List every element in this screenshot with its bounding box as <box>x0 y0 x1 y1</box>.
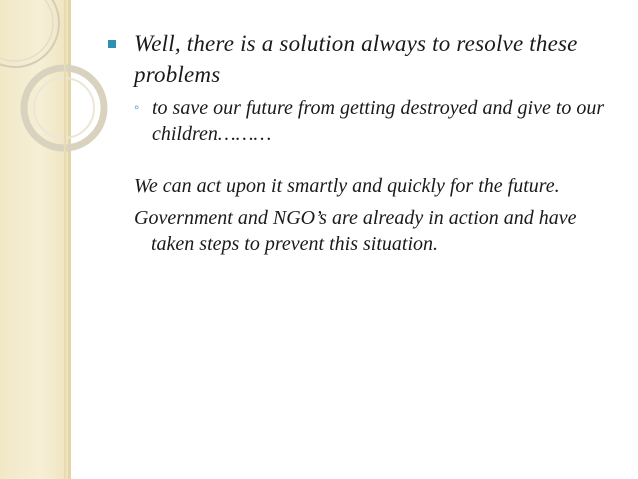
sub-bullet-text: to save our future from getting destroyed and give to our children……… <box>152 97 605 145</box>
paragraph-act: We can act upon it smartly and quickly for the future. <box>134 175 560 197</box>
main-bullet <box>104 28 614 90</box>
ring-bullet-icon: ◦ <box>134 100 140 116</box>
paragraph-government: Government and NGO’s are already in action and have taken steps to prevent this situation. <box>134 207 577 255</box>
band-inner-line <box>64 0 66 479</box>
top-ring-inner <box>0 0 53 61</box>
main-bullet-text: Well, there is a solution always to resolve these problems <box>134 31 578 87</box>
square-bullet-icon <box>108 40 116 48</box>
sub-bullet <box>134 95 614 147</box>
slide-content <box>104 28 614 257</box>
